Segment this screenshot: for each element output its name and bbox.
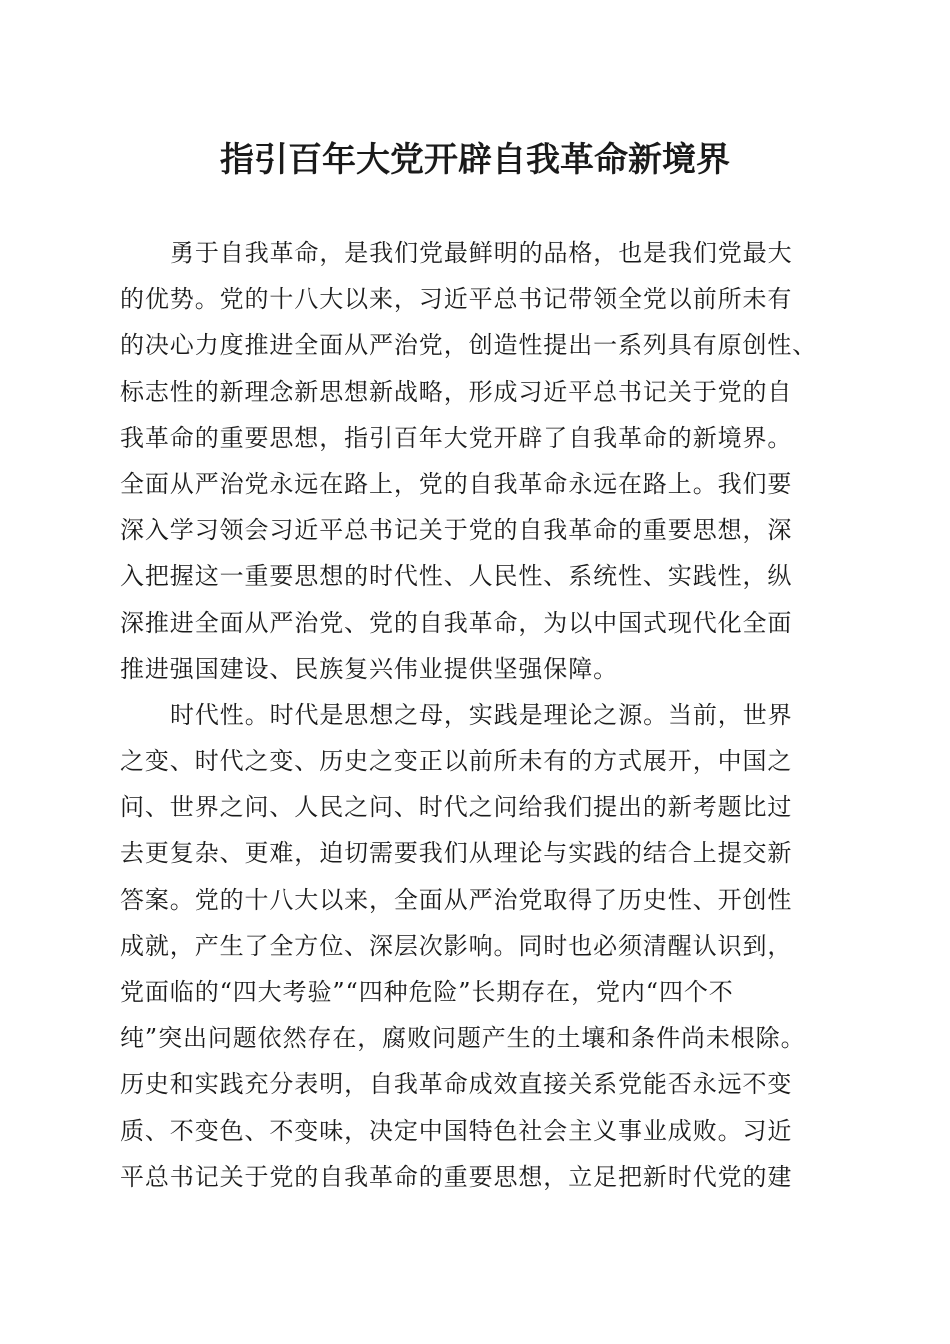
paragraph-line: 标志性的新理念新思想新战略，形成习近平总书记关于党的自 (120, 377, 793, 406)
paragraph-line: 去更复杂、更难，迫切需要我们从理论与实践的结合上提交新 (120, 839, 793, 868)
paragraph-line: 时代性。时代是思想之母，实践是理论之源。当前，世界 (170, 700, 793, 729)
paragraph-line: 的决心力度推进全面从严治党，创造性提出一系列具有原创性、 (120, 331, 818, 360)
paragraph-line: 全面从严治党永远在路上，党的自我革命永远在路上。我们要 (120, 469, 793, 498)
paragraph-line: 平总书记关于党的自我革命的重要思想，立足把新时代党的建 (120, 1162, 793, 1191)
paragraph-line: 深推进全面从严治党、党的自我革命，为以中国式现代化全面 (120, 608, 793, 637)
paragraph-line: 勇于自我革命，是我们党最鲜明的品格，也是我们党最大 (170, 239, 793, 267)
paragraph-line: 的优势。党的十八大以来，习近平总书记带领全党以前所未有 (120, 285, 793, 314)
paragraph-line: 入把握这一重要思想的时代性、人民性、系统性、实践性，纵 (120, 562, 793, 591)
paragraph-line: 成就，产生了全方位、深层次影响。同时也必须清醒认识到， (120, 931, 793, 960)
paragraph-line: 之变、时代之变、历史之变正以前所未有的方式展开，中国之 (120, 747, 793, 776)
paragraph-line: 质、不变色、不变味，决定中国特色社会主义事业成败。习近 (120, 1116, 793, 1145)
paragraph-line: 我革命的重要思想，指引百年大党开辟了自我革命的新境界。 (120, 423, 793, 452)
paragraph-line: 答案。党的十八大以来，全面从严治党取得了历史性、开创性 (120, 885, 793, 914)
paragraph-line: 党面临的“四大考验”“四种危险”长期存在，党内“四个不 (120, 978, 734, 1006)
paragraph-line: 历史和实践充分表明，自我革命成效直接关系党能否永远不变 (120, 1070, 793, 1099)
document-title: 指引百年大党开辟自我革命新境界 (220, 140, 730, 180)
paragraph-line: 深入学习领会习近平总书记关于党的自我革命的重要思想，深 (120, 516, 793, 545)
document-body (120, 230, 840, 1200)
paragraph-line: 纯”突出问题依然存在，腐败问题产生的土壤和条件尚未根除。 (120, 1024, 806, 1053)
paragraph-line: 问、世界之问、人民之问、时代之问给我们提出的新考题比过 (120, 793, 793, 822)
paragraph-line: 推进强国建设、民族复兴伟业提供坚强保障。 (120, 654, 618, 683)
